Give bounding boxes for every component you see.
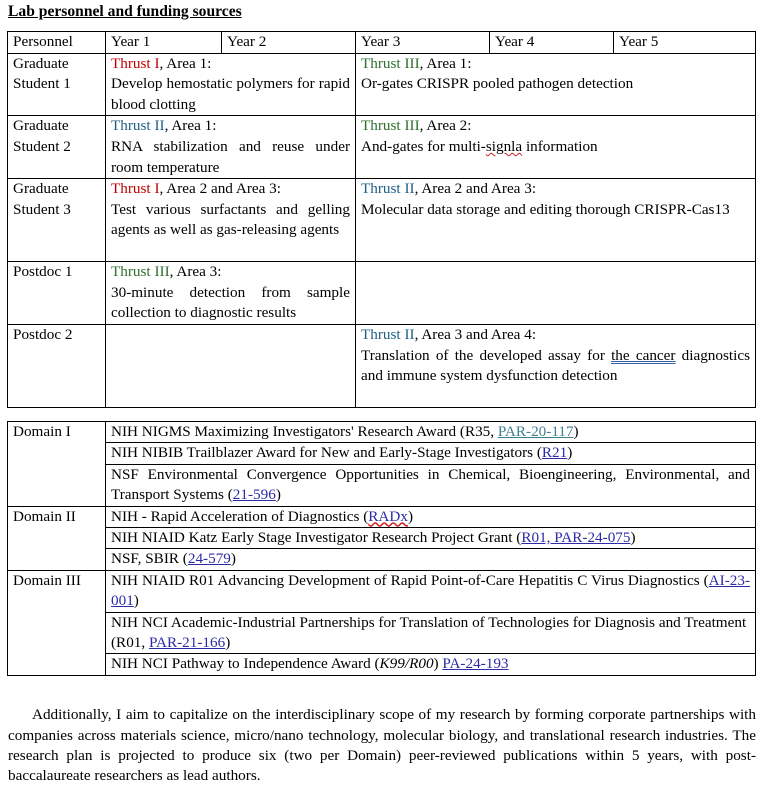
table-row xyxy=(8,528,756,549)
funding-source xyxy=(106,549,756,570)
funding-source xyxy=(106,443,756,464)
assignment-years-3-5 xyxy=(356,179,756,262)
personnel-name: Postdoc 2 xyxy=(8,324,106,407)
funding-link[interactable]: R21 xyxy=(541,444,568,462)
funding-text: ) xyxy=(630,529,636,547)
table-row xyxy=(8,53,756,116)
assignment-years-3-5 xyxy=(356,53,756,116)
funding-source xyxy=(106,506,756,527)
description-text: And-gates for multi- xyxy=(361,137,486,155)
area-label: , Area 3: xyxy=(169,263,222,281)
funding-text: NIH NCI Pathway to Independence Award ( xyxy=(111,655,380,673)
assignment-years-1-2-empty xyxy=(106,324,356,407)
thrust-label: Thrust II xyxy=(361,180,415,198)
personnel-name: Graduate Student 2 xyxy=(8,116,106,179)
thrust-label: Thrust I xyxy=(111,180,160,198)
funding-link[interactable]: AI-23-001 xyxy=(111,571,750,610)
funding-text: NSF Environmental Convergence Opportunities in Chemical, Bioengineering, Environmental, and Transport Systems ( xyxy=(111,465,750,504)
assignment-description: RNA stabilization and reuse under room temperature xyxy=(111,137,350,176)
funding-text: ) xyxy=(133,592,139,610)
domain-label: Domain I xyxy=(8,422,106,507)
assignment-description: Test various surfactants and gelling agents as well as gas-releasing agents xyxy=(111,200,350,239)
funding-text: NIH NIBIB Trailblazer Award for New and Early-Stage Investigators ( xyxy=(111,444,542,462)
assignment-description: Develop hemostatic polymers for rapid blood clotting xyxy=(111,75,350,113)
funding-text: NIH NIAID R01 Advancing Development of Rapid Point-of-Care Hepatitis C Virus Diagnostics ( xyxy=(111,571,709,589)
funding-source xyxy=(106,612,756,654)
table-row xyxy=(8,443,756,464)
funding-text: NIH - Rapid Acceleration of Diagnostics ( xyxy=(111,507,369,525)
table-row xyxy=(8,654,756,675)
funding-source xyxy=(106,422,756,443)
funding-source xyxy=(106,654,756,675)
assignment-description: Molecular data storage and editing thorough CRISPR-Cas13 xyxy=(361,200,730,218)
table-row xyxy=(8,116,756,179)
funding-source xyxy=(106,528,756,549)
assignment-years-3-5 xyxy=(356,324,756,407)
funding-text: ) xyxy=(230,550,236,568)
table-row xyxy=(8,570,756,612)
header-year-2: Year 2 xyxy=(222,32,356,54)
funding-text: ) xyxy=(433,655,443,673)
table-row xyxy=(8,464,756,506)
header-year-3: Year 3 xyxy=(356,32,490,54)
thrust-label: Thrust I xyxy=(111,54,160,72)
area-label: , Area 1: xyxy=(419,54,472,72)
funding-link[interactable]: PAR-21-166 xyxy=(148,634,226,652)
thrust-label: Thrust II xyxy=(111,117,165,135)
funding-text: NIH NCI Academic-Industrial Partnerships for Translation of Technologies for Diagnosis and Treatment (R01, xyxy=(111,613,747,652)
domain-label: Domain III xyxy=(8,570,106,675)
closing-paragraph: Additionally, I aim to capitalize on the interdisciplinary scope of my research by forming corporate partnerships with companies across materials science, micro/nano technology, molecular biology, and translational research industries. The research plan is projected to produce six (two per Domain) peer-reviewed publications within 5 years, with post-baccalaureate researchers as lead authors. xyxy=(8,706,756,785)
thrust-label: Thrust III xyxy=(361,54,420,72)
assignment-description xyxy=(361,138,598,155)
description-text: information xyxy=(522,137,598,155)
funding-text: ) xyxy=(573,423,579,440)
header-year-4: Year 4 xyxy=(490,32,614,54)
table-row xyxy=(8,612,756,654)
assignment-years-1-2 xyxy=(106,179,356,262)
funding-source xyxy=(106,570,756,612)
area-label: , Area 3 and Area 4: xyxy=(414,325,537,343)
table-header-row xyxy=(8,32,756,54)
table-row xyxy=(8,324,756,407)
funding-link[interactable]: PA-24-193 xyxy=(442,655,509,673)
assignment-years-1-2 xyxy=(106,262,356,325)
header-year-1: Year 1 xyxy=(106,32,222,54)
table-row xyxy=(8,179,756,262)
thrust-label: Thrust III xyxy=(361,117,420,135)
funding-link[interactable]: PAR-20-117 xyxy=(497,423,574,440)
assignment-years-1-2 xyxy=(106,116,356,179)
funding-text: ) xyxy=(225,634,231,652)
funding-text: ) xyxy=(567,444,573,462)
assignment-years-1-2 xyxy=(106,53,356,116)
personnel-table xyxy=(7,31,756,408)
table-row xyxy=(8,549,756,570)
area-label: , Area 1: xyxy=(159,54,212,72)
assignment-description xyxy=(361,347,750,385)
funding-link[interactable]: 24-579 xyxy=(187,550,231,568)
table-row xyxy=(8,422,756,443)
grant-mechanism: K99/R00 xyxy=(379,655,434,673)
domain-label: Domain II xyxy=(8,506,106,570)
funding-text: NIH NIGMS Maximizing Investigators' Research Award (R35, xyxy=(111,423,498,440)
area-label: , Area 2 and Area 3: xyxy=(159,180,281,198)
area-label: , Area 2 and Area 3: xyxy=(414,180,537,198)
description-text: Translation of the developed assay for xyxy=(361,346,612,364)
assignment-description: Or-gates CRISPR pooled pathogen detection xyxy=(361,75,634,93)
header-personnel: Personnel xyxy=(8,32,106,54)
personnel-name: Graduate Student 1 xyxy=(8,53,106,116)
table-row xyxy=(8,262,756,325)
thrust-label: Thrust III xyxy=(111,263,170,281)
document-title: Lab personnel and funding sources xyxy=(8,3,242,20)
area-label: , Area 2: xyxy=(419,117,472,135)
assignment-years-3-5-empty xyxy=(356,262,756,325)
funding-text: NIH NIAID Katz Early Stage Investigator Research Project Grant ( xyxy=(111,529,522,547)
funding-link[interactable]: R01, PAR-24-075 xyxy=(521,529,631,547)
thrust-label: Thrust II xyxy=(361,325,415,343)
funding-table xyxy=(7,421,756,676)
personnel-name: Postdoc 1 xyxy=(8,262,106,325)
assignment-years-3-5 xyxy=(356,116,756,179)
table-row xyxy=(8,506,756,527)
funding-link[interactable]: RADx xyxy=(368,507,408,525)
area-label: , Area 1: xyxy=(164,117,217,135)
funding-link[interactable]: 21-596 xyxy=(232,486,276,504)
funding-text: NSF, SBIR ( xyxy=(111,550,188,568)
funding-text: ) xyxy=(407,507,414,525)
funding-text: ) xyxy=(275,486,281,504)
funding-source xyxy=(106,464,756,506)
assignment-description: 30-minute detection from sample collection to diagnostic results xyxy=(111,283,350,322)
grammar-flagged-phrase[interactable]: the cancer xyxy=(611,346,676,364)
personnel-name: Graduate Student 3 xyxy=(8,179,106,262)
spellcheck-flagged-word[interactable]: signla xyxy=(485,137,523,155)
description-text: diagnostics and immune system dysfunction detection xyxy=(361,346,750,385)
header-year-5: Year 5 xyxy=(614,32,756,54)
